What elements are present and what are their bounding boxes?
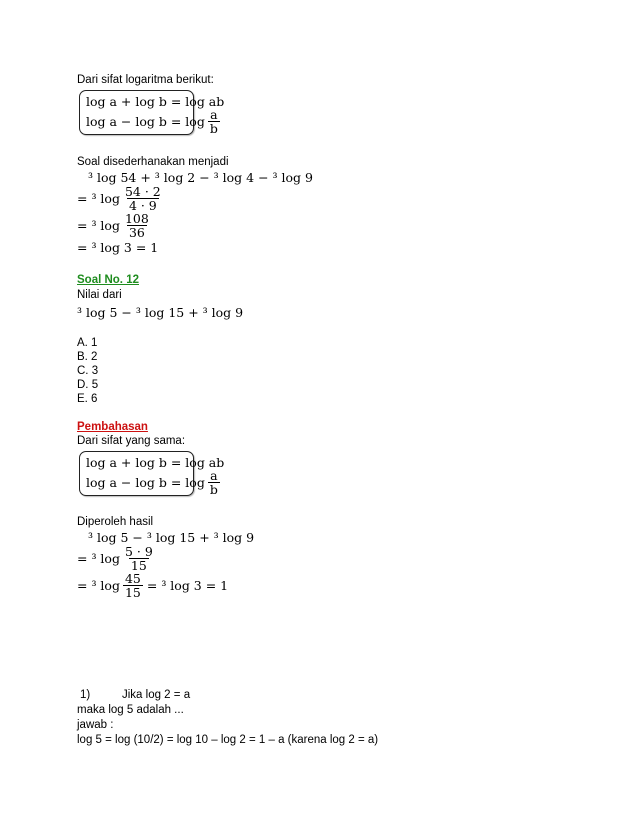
option-c: C. 3 xyxy=(77,365,99,377)
fraction-numerator: 108 xyxy=(124,211,149,226)
property-diff-left: log a − log b = log xyxy=(86,475,205,490)
extra-number: 1) xyxy=(80,689,91,701)
option-e: E. 6 xyxy=(77,393,98,405)
property-sum: log a + log b = log ab xyxy=(86,455,225,470)
calc2-step2 xyxy=(77,545,155,572)
result-text: Diperoleh hasil xyxy=(77,516,154,528)
calc1-step3-prefix: = ³ log xyxy=(77,218,120,233)
fraction-denominator: 4 · 9 xyxy=(128,198,157,213)
calc1-step3-fraction xyxy=(123,212,151,239)
fraction-numerator: a xyxy=(210,107,218,122)
calc2-step3-prefix: = ³ log xyxy=(77,578,120,593)
option-d: D. 5 xyxy=(77,379,99,391)
calc2-step1: ³ log 5 − ³ log 15 + ³ log 9 xyxy=(88,530,255,545)
fraction-numerator: 5 · 9 xyxy=(124,544,153,559)
fraction-denominator: 15 xyxy=(124,585,141,600)
property-diff xyxy=(86,469,220,496)
fraction-denominator: b xyxy=(209,121,218,136)
extra-ask: maka log 5 adalah ... xyxy=(77,704,184,716)
fraction-denominator: 36 xyxy=(128,225,145,240)
question-prompt: Nilai dari xyxy=(77,289,122,301)
calc1-step2-fraction xyxy=(123,185,163,212)
property-sum: log a + log b = log ab xyxy=(86,94,225,109)
option-a: A. 1 xyxy=(77,337,98,349)
calc2-step3 xyxy=(77,572,228,599)
fraction-numerator: 45 xyxy=(124,571,141,586)
calc1-step3 xyxy=(77,212,151,239)
property-diff-left: log a − log b = log xyxy=(86,114,205,129)
extra-answer: log 5 = log (10/2) = log 10 – log 2 = 1 – a (karena log 2 = a) xyxy=(77,734,379,746)
calc2-step3-suffix: = ³ log 3 = 1 xyxy=(146,578,229,593)
fraction-a-over-b xyxy=(208,469,220,496)
extra-given: Jika log 2 = a xyxy=(122,689,191,701)
discussion-intro: Dari sifat yang sama: xyxy=(77,435,186,447)
fraction-numerator: a xyxy=(210,468,218,483)
intro-text: Dari sifat logaritma berikut: xyxy=(77,74,214,86)
discussion-title: Pembahasan xyxy=(77,421,148,433)
property-box-1 xyxy=(79,90,225,136)
calc2-step2-fraction xyxy=(123,545,155,572)
calc1-step2 xyxy=(77,185,163,212)
calc1-step2-prefix: = ³ log xyxy=(77,191,120,206)
fraction-denominator: 15 xyxy=(130,558,147,573)
fraction-a-over-b xyxy=(208,108,220,135)
extra-answer-label: jawab : xyxy=(77,719,114,731)
property-box-2 xyxy=(79,451,225,497)
calc2-step2-prefix: = ³ log xyxy=(77,551,120,566)
question-expression: ³ log 5 − ³ log 15 + ³ log 9 xyxy=(77,305,244,320)
simplify-text: Soal disederhanakan menjadi xyxy=(77,156,229,168)
property-diff xyxy=(86,108,220,135)
fraction-denominator: b xyxy=(209,482,218,497)
fraction-numerator: 54 · 2 xyxy=(124,184,161,199)
calc1-step4: = ³ log 3 = 1 xyxy=(77,240,159,255)
calc1-step1: ³ log 54 + ³ log 2 − ³ log 4 − ³ log 9 xyxy=(88,170,313,185)
calc2-step3-fraction xyxy=(123,572,143,599)
question-title: Soal No. 12 xyxy=(77,274,139,286)
option-b: B. 2 xyxy=(77,351,98,363)
